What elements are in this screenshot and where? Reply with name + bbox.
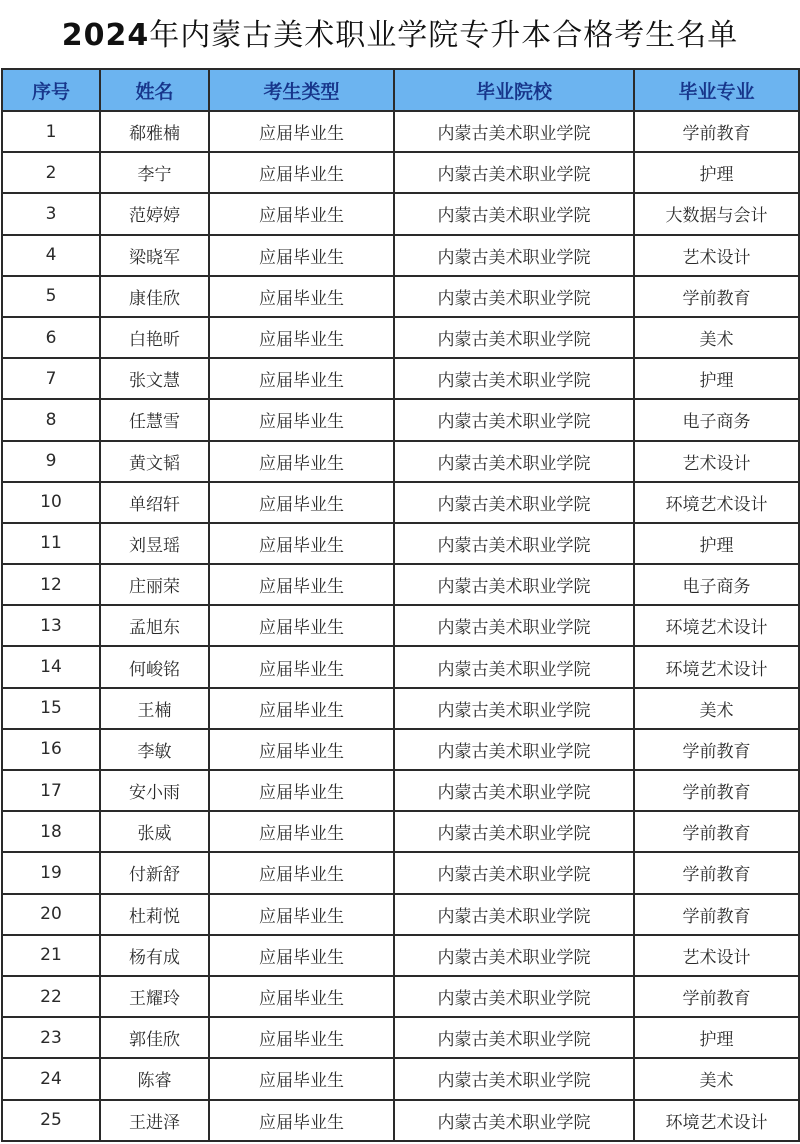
cell-major: 护理 — [634, 1017, 799, 1058]
cell-type: 应届毕业生 — [209, 399, 394, 440]
cell-school: 内蒙古美术职业学院 — [394, 935, 634, 976]
cell-type: 应届毕业生 — [209, 976, 394, 1017]
cell-type: 应届毕业生 — [209, 235, 394, 276]
cell-index: 20 — [2, 894, 100, 935]
cell-type: 应届毕业生 — [209, 770, 394, 811]
cell-type: 应届毕业生 — [209, 811, 394, 852]
cell-school: 内蒙古美术职业学院 — [394, 729, 634, 770]
header-school: 毕业院校 — [394, 69, 634, 111]
cell-name: 张文慧 — [100, 358, 209, 399]
cell-type: 应届毕业生 — [209, 276, 394, 317]
table-row — [2, 317, 799, 358]
table-row — [2, 811, 799, 852]
cell-type: 应届毕业生 — [209, 441, 394, 482]
header-index: 序号 — [2, 69, 100, 111]
cell-school: 内蒙古美术职业学院 — [394, 1017, 634, 1058]
cell-school: 内蒙古美术职业学院 — [394, 193, 634, 234]
cell-name: 杨有成 — [100, 935, 209, 976]
cell-name: 王进泽 — [100, 1100, 209, 1141]
cell-type: 应届毕业生 — [209, 1017, 394, 1058]
table-row — [2, 1058, 799, 1099]
cell-name: 白艳昕 — [100, 317, 209, 358]
cell-type: 应届毕业生 — [209, 193, 394, 234]
table-row — [2, 688, 799, 729]
cell-type: 应届毕业生 — [209, 894, 394, 935]
table-row — [2, 1017, 799, 1058]
cell-type: 应届毕业生 — [209, 564, 394, 605]
cell-name: 李敏 — [100, 729, 209, 770]
table-row — [2, 646, 799, 687]
cell-index: 11 — [2, 523, 100, 564]
cell-name: 范婷婷 — [100, 193, 209, 234]
cell-name: 李宁 — [100, 152, 209, 193]
cell-index: 16 — [2, 729, 100, 770]
cell-major: 美术 — [634, 1058, 799, 1099]
cell-school: 内蒙古美术职业学院 — [394, 894, 634, 935]
cell-type: 应届毕业生 — [209, 729, 394, 770]
table-row — [2, 111, 799, 152]
cell-index: 10 — [2, 482, 100, 523]
cell-major: 学前教育 — [634, 852, 799, 893]
cell-index: 17 — [2, 770, 100, 811]
table-header-row — [2, 69, 799, 111]
cell-type: 应届毕业生 — [209, 358, 394, 399]
page-title — [0, 0, 800, 68]
cell-school: 内蒙古美术职业学院 — [394, 523, 634, 564]
cell-type: 应届毕业生 — [209, 605, 394, 646]
cell-school: 内蒙古美术职业学院 — [394, 358, 634, 399]
cell-major: 学前教育 — [634, 770, 799, 811]
cell-school: 内蒙古美术职业学院 — [394, 235, 634, 276]
cell-index: 18 — [2, 811, 100, 852]
title-text: 年内蒙古美术职业学院专升本合格考生名单 — [149, 18, 739, 53]
cell-school: 内蒙古美术职业学院 — [394, 152, 634, 193]
cell-index: 7 — [2, 358, 100, 399]
cell-name: 康佳欣 — [100, 276, 209, 317]
cell-index: 2 — [2, 152, 100, 193]
cell-type: 应届毕业生 — [209, 317, 394, 358]
table-row — [2, 276, 799, 317]
table-row — [2, 935, 799, 976]
cell-type: 应届毕业生 — [209, 1100, 394, 1141]
cell-school: 内蒙古美术职业学院 — [394, 646, 634, 687]
cell-major: 环境艺术设计 — [634, 482, 799, 523]
table-row — [2, 564, 799, 605]
cell-index: 1 — [2, 111, 100, 152]
cell-major: 环境艺术设计 — [634, 1100, 799, 1141]
cell-type: 应届毕业生 — [209, 111, 394, 152]
cell-major: 大数据与会计 — [634, 193, 799, 234]
cell-name: 何峻铭 — [100, 646, 209, 687]
cell-name: 任慧雪 — [100, 399, 209, 440]
cell-type: 应届毕业生 — [209, 646, 394, 687]
cell-major: 电子商务 — [634, 564, 799, 605]
table-row — [2, 482, 799, 523]
table-row — [2, 152, 799, 193]
table-row — [2, 729, 799, 770]
table-row — [2, 894, 799, 935]
table-row — [2, 770, 799, 811]
table-row — [2, 399, 799, 440]
cell-index: 9 — [2, 441, 100, 482]
cell-major: 艺术设计 — [634, 441, 799, 482]
cell-major: 学前教育 — [634, 111, 799, 152]
cell-type: 应届毕业生 — [209, 852, 394, 893]
cell-index: 25 — [2, 1100, 100, 1141]
table-row — [2, 441, 799, 482]
cell-school: 内蒙古美术职业学院 — [394, 1100, 634, 1141]
cell-type: 应届毕业生 — [209, 1058, 394, 1099]
cell-type: 应届毕业生 — [209, 152, 394, 193]
cell-major: 学前教育 — [634, 894, 799, 935]
cell-name: 杜莉悦 — [100, 894, 209, 935]
cell-index: 4 — [2, 235, 100, 276]
cell-index: 22 — [2, 976, 100, 1017]
cell-name: 陈睿 — [100, 1058, 209, 1099]
cell-school: 内蒙古美术职业学院 — [394, 564, 634, 605]
cell-index: 13 — [2, 605, 100, 646]
cell-name: 单绍轩 — [100, 482, 209, 523]
cell-major: 艺术设计 — [634, 235, 799, 276]
cell-name: 黄文韬 — [100, 441, 209, 482]
cell-name: 王耀玲 — [100, 976, 209, 1017]
table-row — [2, 523, 799, 564]
cell-school: 内蒙古美术职业学院 — [394, 1058, 634, 1099]
cell-school: 内蒙古美术职业学院 — [394, 482, 634, 523]
cell-index: 12 — [2, 564, 100, 605]
cell-name: 梁晓军 — [100, 235, 209, 276]
table-row — [2, 193, 799, 234]
cell-type: 应届毕业生 — [209, 935, 394, 976]
cell-school: 内蒙古美术职业学院 — [394, 276, 634, 317]
cell-name: 王楠 — [100, 688, 209, 729]
cell-school: 内蒙古美术职业学院 — [394, 811, 634, 852]
cell-school: 内蒙古美术职业学院 — [394, 976, 634, 1017]
table-row — [2, 852, 799, 893]
cell-major: 护理 — [634, 152, 799, 193]
cell-type: 应届毕业生 — [209, 688, 394, 729]
cell-index: 19 — [2, 852, 100, 893]
cell-major: 艺术设计 — [634, 935, 799, 976]
cell-index: 3 — [2, 193, 100, 234]
candidate-table — [1, 68, 800, 1142]
cell-major: 学前教育 — [634, 729, 799, 770]
cell-index: 15 — [2, 688, 100, 729]
table-row — [2, 1100, 799, 1141]
cell-index: 21 — [2, 935, 100, 976]
cell-school: 内蒙古美术职业学院 — [394, 605, 634, 646]
cell-major: 环境艺术设计 — [634, 605, 799, 646]
cell-name: 张威 — [100, 811, 209, 852]
cell-major: 护理 — [634, 523, 799, 564]
cell-name: 庄丽荣 — [100, 564, 209, 605]
cell-school: 内蒙古美术职业学院 — [394, 688, 634, 729]
cell-index: 6 — [2, 317, 100, 358]
header-major: 毕业专业 — [634, 69, 799, 111]
table-body — [2, 111, 799, 1141]
cell-school: 内蒙古美术职业学院 — [394, 770, 634, 811]
cell-major: 护理 — [634, 358, 799, 399]
cell-name: 付新舒 — [100, 852, 209, 893]
cell-school: 内蒙古美术职业学院 — [394, 111, 634, 152]
cell-major: 电子商务 — [634, 399, 799, 440]
cell-type: 应届毕业生 — [209, 482, 394, 523]
cell-index: 5 — [2, 276, 100, 317]
cell-index: 23 — [2, 1017, 100, 1058]
cell-major: 环境艺术设计 — [634, 646, 799, 687]
cell-index: 24 — [2, 1058, 100, 1099]
cell-major: 美术 — [634, 688, 799, 729]
cell-name: 刘昱瑶 — [100, 523, 209, 564]
cell-index: 14 — [2, 646, 100, 687]
cell-name: 郭佳欣 — [100, 1017, 209, 1058]
cell-school: 内蒙古美术职业学院 — [394, 317, 634, 358]
cell-school: 内蒙古美术职业学院 — [394, 399, 634, 440]
cell-name: 郗雅楠 — [100, 111, 209, 152]
title-year: 2024 — [61, 18, 150, 53]
table-row — [2, 976, 799, 1017]
cell-name: 安小雨 — [100, 770, 209, 811]
cell-school: 内蒙古美术职业学院 — [394, 441, 634, 482]
cell-major: 学前教育 — [634, 276, 799, 317]
table-row — [2, 358, 799, 399]
table-row — [2, 605, 799, 646]
cell-name: 孟旭东 — [100, 605, 209, 646]
header-name: 姓名 — [100, 69, 209, 111]
cell-school: 内蒙古美术职业学院 — [394, 852, 634, 893]
cell-index: 8 — [2, 399, 100, 440]
cell-major: 学前教育 — [634, 811, 799, 852]
cell-type: 应届毕业生 — [209, 523, 394, 564]
cell-major: 美术 — [634, 317, 799, 358]
table-row — [2, 235, 799, 276]
cell-major: 学前教育 — [634, 976, 799, 1017]
header-type: 考生类型 — [209, 69, 394, 111]
